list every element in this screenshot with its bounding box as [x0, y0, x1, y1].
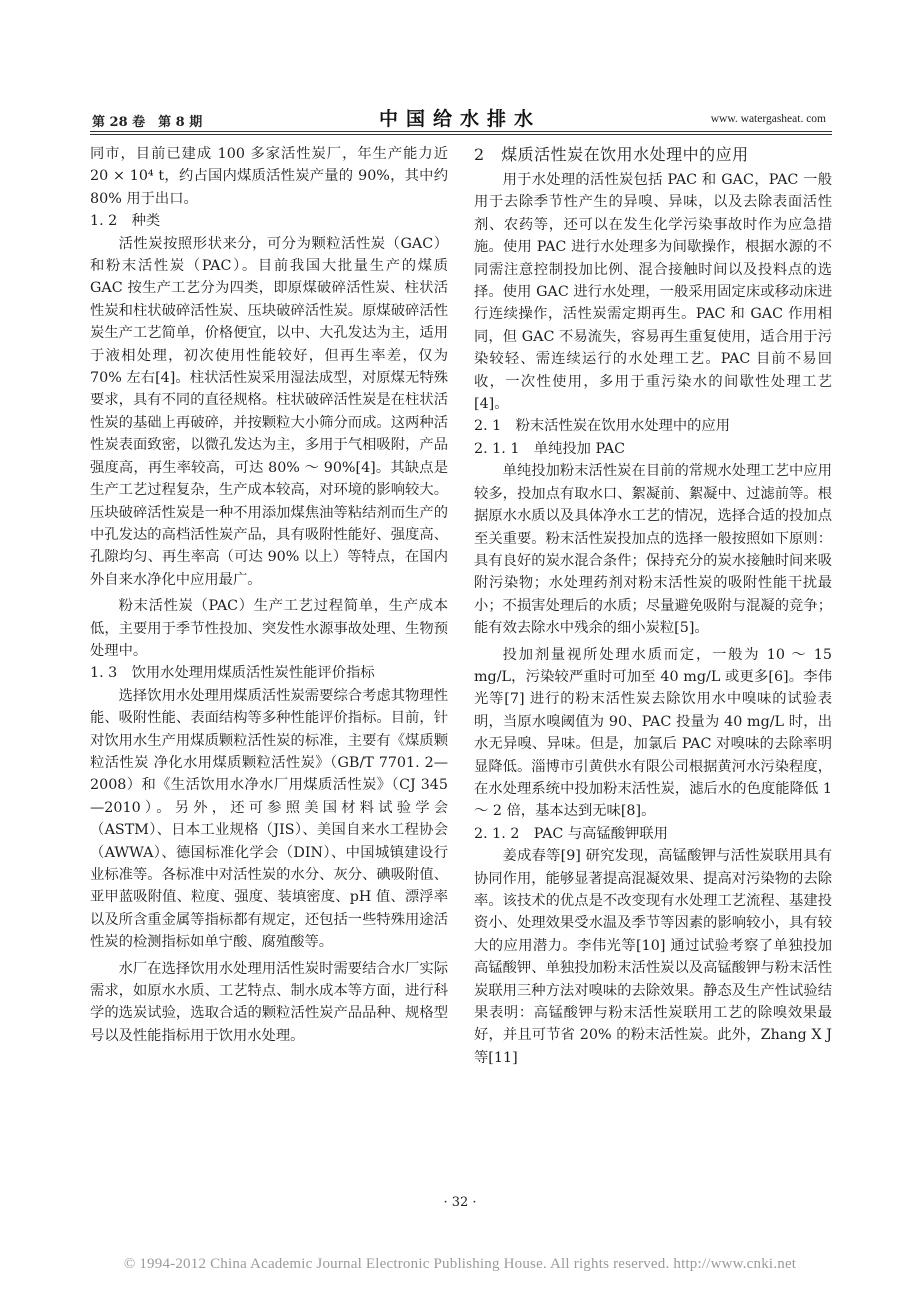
header-rule-thin	[90, 134, 832, 135]
paragraph-intro: 用于水处理的活性炭包括 PAC 和 GAC，PAC 一般用于去除季节性产生的异嗅、异味，以及去除表面活性剂、农药等，还可以在发生化学污染事故时作为应急措施。使用 PAC 进行水处理多为间歇操作，根据水源的不同需注意控制投加比例、混合接触时间以及投料点的选择。使用 GAC 进行水处理，一般采用固定床或移动床进行连续操作，活性炭需定期再生。PAC 和 GAC 作用相同，但 GAC 不易流失，容易再生重复使用，适合用于污染较轻、需连续运行的水处理工艺。PAC 目前不易回收，一次性使用，多用于重污染水的间歇性处理工艺[4]。	[474, 172, 832, 413]
section-heading-2-1-1: 2. 1. 1 单纯投加 PAC	[474, 440, 626, 457]
paragraph-kmno4: 姜成春等[9] 研究发现，高锰酸钾与活性炭联用具有协同作用，能够显著提高混凝效果、提高对污染物的去除率。该技术的优点是不改变现有水处理工艺流程、基建投资小、处理效果受水温及季节等因素的影响较小，具有较大的应用潜力。李伟光等[10] 通过试验考察了单独投加高锰酸钾、单独投加粉末活性炭以及高锰酸钾与粉末活性炭联用三种方法对嗅味的去除效果。静态及生产性试验结果表明：高锰酸钾与粉末活性炭联用工艺的除嗅效果最好，并且可节省 20% 的粉末活性炭。此外，Zhang X J 等[11]	[474, 848, 832, 1066]
section-heading-2-1: 2. 1 粉末活性炭在饮用水处理中的应用	[474, 418, 731, 435]
paragraph-single-pac: 单纯投加粉末活性炭在目前的常规水处理工艺中应用较多，投加点有取水口、絮凝前、絮凝中、过滤前等。根据原水水质以及具体净水工艺的情况，选择合适的投加点至关重要。粉末活性炭投加点的选择一般按照如下原则：具有良好的炭水混合条件；保持充分的炭水接触时间来吸附污染物；水处理药剂对粉末活性炭的吸附性能干扰最小；不损害处理后的水质；尽量避免吸附与混凝的竞争；能有效去除水中残余的细小炭粒[5]。	[474, 463, 832, 637]
copyright-footer: © 1994-2012 China Academic Journal Electronic Publishing House. All rights reserved. http://www.cnki.net	[123, 1256, 797, 1272]
section-heading-2-1-2: 2. 1. 2 PAC 与高锰酸钾联用	[474, 825, 668, 842]
left-column	[90, 143, 448, 1047]
section-heading-2: 2 煤质活性炭在饮用水处理中的应用	[474, 145, 749, 164]
page-number: · 32 ·	[443, 1195, 477, 1210]
paragraph-dosage: 投加剂量视所处理水质而定，一般为 10 ～ 15 mg/L，污染较严重时可加至 40 mg/L 或更多[6]。李伟光等[7] 进行的粉末活性炭去除饮用水中嗅味的试验表明，当原水嗅阈值为 90、PAC 投量为 40 mg/L 时，出水无异嗅、异味。但是，加氯后 PAC 对嗅味的去除率明显降低。淄博市引黄供水有限公司根据黄河水污染程度，在水处理系统中投加粉末活性炭，滤后水的色度能降低 1 ～ 2 倍，基本达到无味[8]。	[474, 646, 832, 820]
paragraph-evaluation: 选择饮用水处理用煤质活性炭需要综合考虑其物理性能、吸附性能、表面结构等多种性能评价指标。目前，针对饮用水生产用煤质颗粒活性炭的标准，主要有《煤质颗粒活性炭 净化水用煤质颗粒活性炭》（GB/T 7701. 2—2008）和《生活饮用水净水厂用煤质活性炭》（CJ 345—2010）。另外，还可参照美国材料试验学会（ASTM）、日本工业规格（JIS）、美国自来水工程协会（AWWA）、德国标准化学会（DIN）、中国城镇建设行业标准等。各标准中对活性炭的水分、灰分、碘吸附值、亚甲蓝吸附值、粒度、强度、装填密度、pH 值、漂浮率以及所含重金属等指标都有规定，还包括一些特殊用途活性炭的检测指标如单宁酸、腐殖酸等。	[90, 687, 448, 951]
section-heading-1-2: 1. 2 种类	[90, 213, 161, 230]
issue-label: 第 28 卷 第 8 期	[92, 115, 203, 130]
journal-title: 中国给水排水	[378, 108, 541, 130]
page-header	[0, 0, 920, 140]
paragraph-continued: 同市，目前已建成 100 多家活性炭厂，年生产能力近 20 × 10⁴ t，约占国内煤质活性炭产量的 90%，其中约 80% 用于出口。	[90, 146, 448, 207]
paragraph-types: 活性炭按照形状来分，可分为颗粒活性炭（GAC）和粉末活性炭（PAC）。目前我国大批量生产的煤质 GAC 按生产工艺分为四类，即原煤破碎活性炭、柱状活性炭和柱状破碎活性炭、压块破碎活性炭。原煤破碎活性炭生产工艺简单，价格便宜，以中、大孔发达为主，适用于液相处理，初次使用性能较好，但再生率差，仅为 70% 左右[4]。柱状活性炭采用湿法成型，对原煤无特殊要求，具有不同的直径规格。柱状破碎活性炭是在柱状活性炭的基础上再破碎，并按颗粒大小筛分而成。这两种活性炭表面致密，以微孔发达为主，多用于气相吸附，产品强度高，再生率较高，可达 80% ～ 90%[4]。其缺点是生产工艺过程复杂，生产成本较高，对环境的影响较大。压块破碎活性炭是一种不用添加煤焦油等粘结剂而生产的中孔发达的高档活性炭产品，具有吸附性能好、强度高、孔隙均匀、再生率高（可达 90% 以上）等特点，在国内外自来水净化中应用最广。	[90, 235, 448, 588]
paragraph-pac: 粉末活性炭（PAC）生产工艺过程简单，生产成本低，主要用于季节性投加、突发性水源事故处理、生物预处理中。	[90, 598, 448, 659]
right-column	[474, 143, 832, 1069]
header-rule	[90, 131, 832, 132]
journal-website: www. watergasheat. com	[710, 113, 826, 125]
paragraph-selection: 水厂在选择饮用水处理用活性炭时需要结合水厂实际需求，如原水水质、工艺特点、制水成本等方面，进行科学的选炭试验，选取合适的颗粒活性炭产品品种、规格型号以及性能指标用于饮用水处理。	[90, 960, 448, 1044]
section-heading-1-3: 1. 3 饮用水处理用煤质活性炭性能评价指标	[90, 665, 375, 682]
